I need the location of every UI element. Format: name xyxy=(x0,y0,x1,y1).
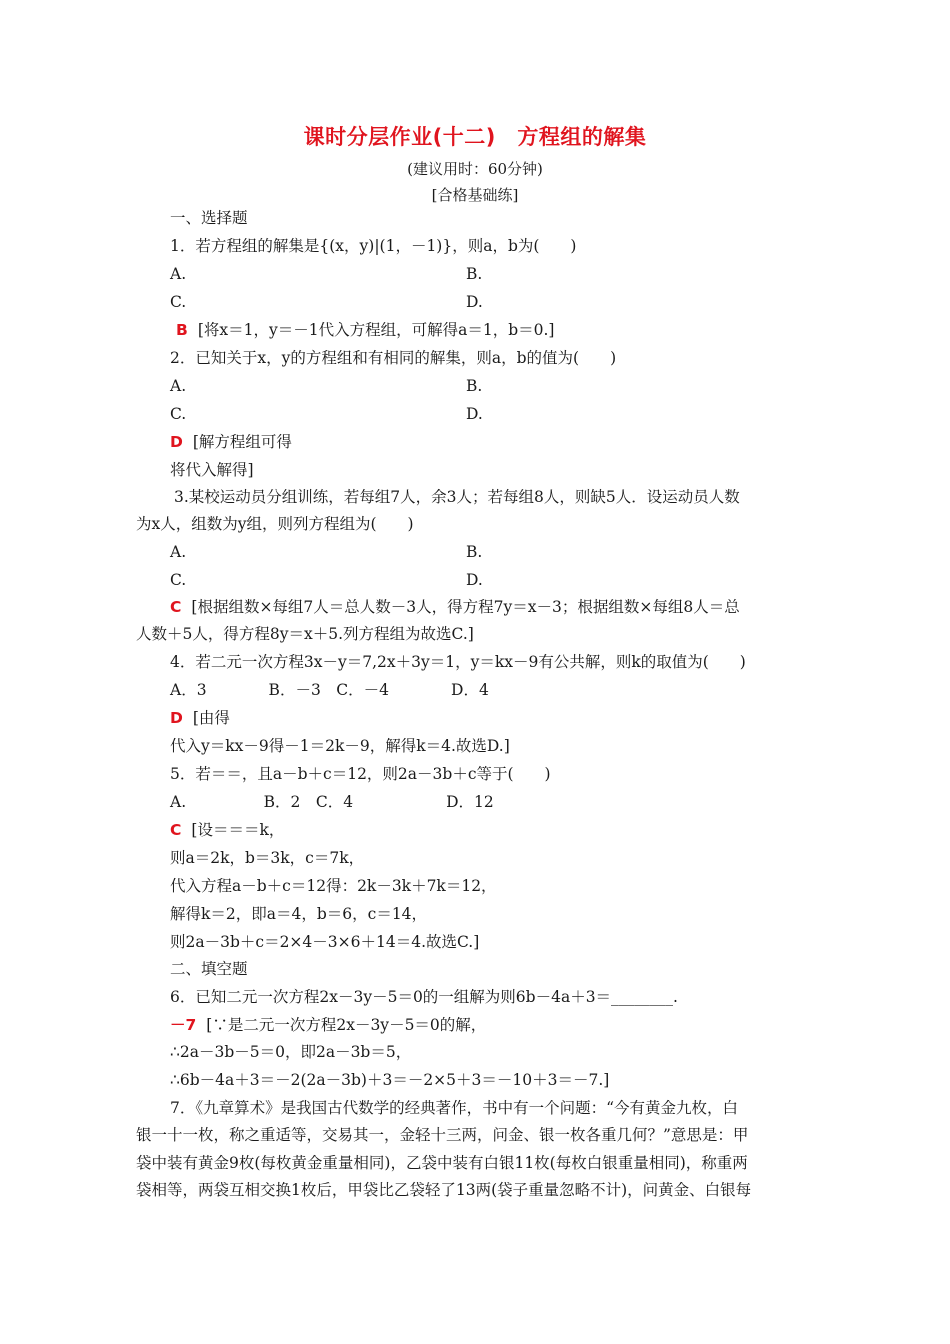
question-3-option-a: A. xyxy=(170,543,187,561)
question-2-stem: 2．已知关于x，y的方程组和有相同的解集，则a，b的值为( ) xyxy=(170,349,617,367)
question-5-solution xyxy=(170,820,284,840)
question-1-option-b: B. xyxy=(466,265,483,283)
question-2-option-a: A. xyxy=(170,377,187,395)
question-6-stem: 6．已知二元一次方程2x－3y－5＝0的一组解为则6b－4a＋3＝________. xyxy=(170,988,678,1006)
question-2-answer: D xyxy=(170,433,183,451)
question-1-answer: B xyxy=(176,321,188,339)
question-1-stem: 1．若方程组的解集是{(x，y)|(1，－1)}，则a，b为( ) xyxy=(170,237,577,255)
question-3-option-d: D. xyxy=(466,571,483,589)
page-title: 课时分层作业(十二) 方程组的解集 xyxy=(303,125,647,149)
question-7-line4: 袋相等，两袋互相交换1枚后，甲袋比乙袋轻了13两(袋子重量忽略不计)，问黄金、白银每 xyxy=(136,1181,752,1199)
question-2-option-c: C. xyxy=(170,405,187,423)
question-6-explanation-line3: ∴6b－4a＋3＝－2(2a－3b)＋3＝－2×5＋3＝－10＋3＝－7.] xyxy=(170,1071,610,1089)
question-7-line1: 7．《九章算术》是我国古代数学的经典著作，书中有一个问题：“今有黄金九枚，白 xyxy=(170,1099,739,1117)
question-4-explanation-line2: 代入y＝kx－9得－1＝2k－9，解得k＝4.故选D.] xyxy=(170,737,510,755)
question-3-solution xyxy=(170,597,740,617)
question-3-option-b: B. xyxy=(466,543,483,561)
question-2-option-d: D. xyxy=(466,405,483,423)
question-1-option-a: A. xyxy=(170,265,187,283)
section-heading-fill: 二、填空题 xyxy=(170,960,248,978)
question-3-option-c: C. xyxy=(170,571,187,589)
question-3-explanation-line2: 人数＋5人，得方程8y＝x＋5.列方程组为故选C.] xyxy=(136,625,474,643)
question-1-explanation: [将x＝1，y＝－1代入方程组，可解得a＝1，b＝0.] xyxy=(197,321,555,339)
question-1-solution xyxy=(176,320,554,340)
question-5-options: A. B．2 C．4 D．12 xyxy=(170,793,494,811)
question-6-solution xyxy=(170,1015,486,1035)
question-6-explanation-line2: ∴2a－3b－5＝0，即2a－3b＝5， xyxy=(170,1043,412,1061)
question-5-explanation-line4: 解得k＝2，即a＝4，b＝6，c＝14， xyxy=(170,905,428,923)
question-2-explanation-line1: [解方程组可得 xyxy=(192,433,292,451)
time-hint: (建议用时：60分钟) xyxy=(407,160,543,178)
question-3-stem-line1: 3.某校运动员分组训练，若每组7人，余3人；若每组8人，则缺5人．设运动员人数 xyxy=(174,488,740,506)
question-6-explanation-line1: [∵是二元一次方程2x－3y－5＝0的解， xyxy=(206,1016,487,1034)
question-3-answer: C xyxy=(170,598,182,616)
question-7-line2: 银一十一枚，称之重适等，交易其一，金轻十三两，问金、银一枚各重几何？”意思是：甲 xyxy=(136,1126,749,1144)
question-6-answer: －7 xyxy=(170,1016,197,1034)
question-5-explanation-line3: 代入方程a－b＋c＝12得：2k－3k＋7k＝12， xyxy=(170,877,497,895)
question-2-explanation-line2: 将代入解得] xyxy=(170,461,254,479)
question-4-options: A．3 B．－3 C．－4 D．4 xyxy=(170,681,489,699)
question-5-stem: 5．若＝＝，且a－b＋c＝12，则2a－3b＋c等于( ) xyxy=(170,765,551,783)
question-4-answer: D xyxy=(170,709,183,727)
level-label: [合格基础练] xyxy=(431,186,519,204)
question-3-explanation-line1: [根据组数×每组7人＝总人数－3人，得方程7y＝x－3；根据组数×每组8人＝总 xyxy=(191,598,740,616)
question-4-stem: 4．若二元一次方程3x－y＝7,2x＋3y＝1，y＝kx－9有公共解，则k的取值为( ) xyxy=(170,653,746,671)
question-5-answer: C xyxy=(170,821,182,839)
question-2-option-b: B. xyxy=(466,377,483,395)
question-4-explanation-line1: [由得 xyxy=(192,709,230,727)
question-5-explanation-line5: 则2a－3b＋c＝2×4－3×6＋14＝4.故选C.] xyxy=(170,933,480,951)
question-5-explanation-line1: [设＝＝＝k， xyxy=(191,821,285,839)
question-5-explanation-line2: 则a＝2k，b＝3k，c＝7k， xyxy=(170,849,365,867)
question-1-option-d: D. xyxy=(466,293,483,311)
question-3-stem-line2: 为x人，组数为y组，则列方程组为( ) xyxy=(136,515,414,533)
question-4-solution xyxy=(170,708,230,728)
question-2-solution xyxy=(170,432,292,452)
question-7-line3: 袋中装有黄金9枚(每枚黄金重量相同)，乙袋中装有白银11枚(每枚白银重量相同)，称重两 xyxy=(136,1154,748,1172)
section-heading-choice: 一、选择题 xyxy=(170,209,248,227)
question-1-option-c: C. xyxy=(170,293,187,311)
